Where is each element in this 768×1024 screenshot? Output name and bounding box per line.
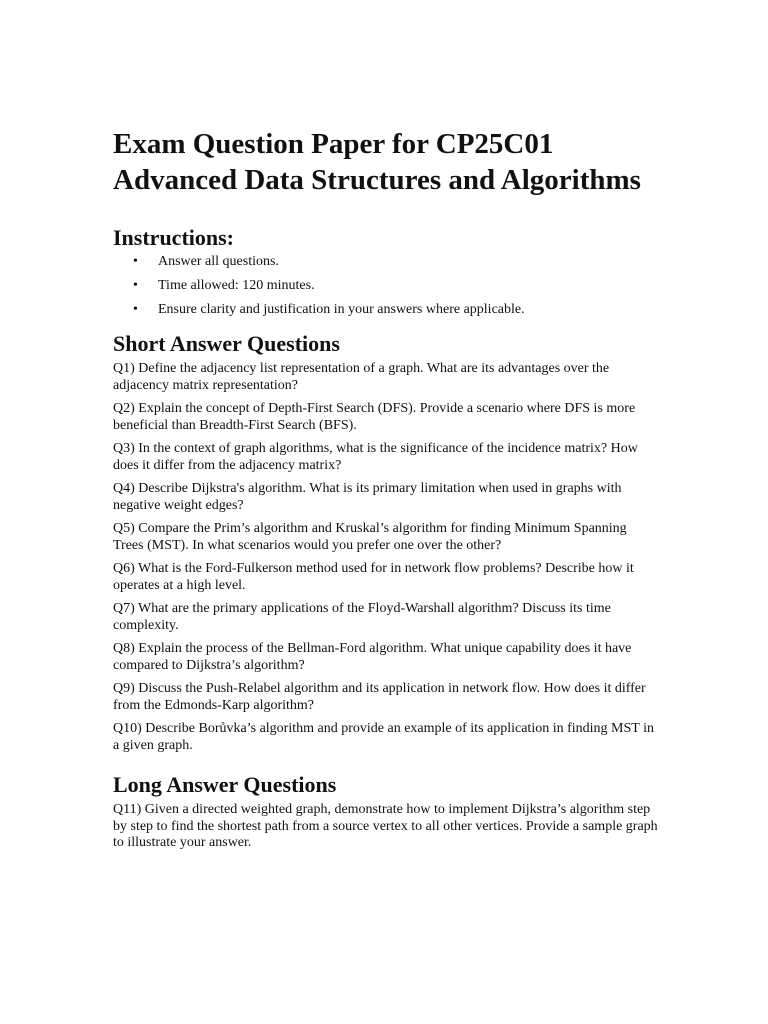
question-item: Q11) Given a directed weighted graph, demonstrate how to implement Dijkstra’s algorithm step by step to find the shortest path from a source vertex to all other vertices. Provide a sample graph to illustrate your answer. — [113, 802, 658, 850]
document-title: Exam Question Paper for CP25C01 Advanced Data Structures and Algorithms — [113, 128, 641, 196]
instruction-text: Answer all questions. — [158, 254, 279, 269]
long-answer-list — [113, 802, 658, 852]
question-item: Q8) Explain the process of the Bellman-Ford algorithm. What unique capability does it have compared to Dijkstra’s algorithm? — [113, 641, 632, 673]
question-item: Q10) Describe Borůvka’s algorithm and provide an example of its application in finding MST in a given graph. — [113, 721, 654, 753]
question-item: Q3) In the context of graph algorithms, what is the significance of the incidence matrix? How does it differ from the adjacency matrix? — [113, 441, 638, 473]
question-item: Q5) Compare the Prim’s algorithm and Kruskal’s algorithm for finding Minimum Spanning Trees (MST). In what scenarios would you prefer one over the other? — [113, 521, 627, 553]
short-answer-list — [113, 361, 658, 754]
question-item: Q6) What is the Ford-Fulkerson method used for in network flow problems? Describe how it operates at a high level. — [113, 561, 634, 593]
short-answer-heading: Short Answer Questions — [113, 331, 340, 356]
instruction-text: Time allowed: 120 minutes. — [158, 278, 315, 293]
question-item: Q1) Define the adjacency list representation of a graph. What are its advantages over the adjacency matrix representation? — [113, 361, 610, 393]
bullet-icon: • — [133, 254, 138, 269]
question-item: Q9) Discuss the Push-Relabel algorithm and its application in network flow. How does it differ from the Edmonds-Karp algorithm? — [113, 681, 646, 713]
bullet-icon: • — [133, 302, 138, 317]
instruction-item — [113, 254, 658, 270]
instructions-heading: Instructions: — [113, 225, 235, 250]
instruction-item — [113, 302, 658, 318]
question-item: Q2) Explain the concept of Depth-First Search (DFS). Provide a scenario where DFS is more beneficial than Breadth-First Search (BFS). — [113, 401, 636, 433]
instructions-list — [113, 254, 658, 318]
instruction-item — [113, 278, 658, 294]
document-page — [113, 126, 658, 859]
instruction-text: Ensure clarity and justification in your answers where applicable. — [158, 302, 525, 317]
question-item: Q4) Describe Dijkstra's algorithm. What is its primary limitation when used in graphs with negative weight edges? — [113, 481, 622, 513]
bullet-icon: • — [133, 278, 138, 293]
question-item: Q7) What are the primary applications of the Floyd-Warshall algorithm? Discuss its time complexity. — [113, 601, 611, 633]
long-answer-heading: Long Answer Questions — [113, 772, 337, 797]
